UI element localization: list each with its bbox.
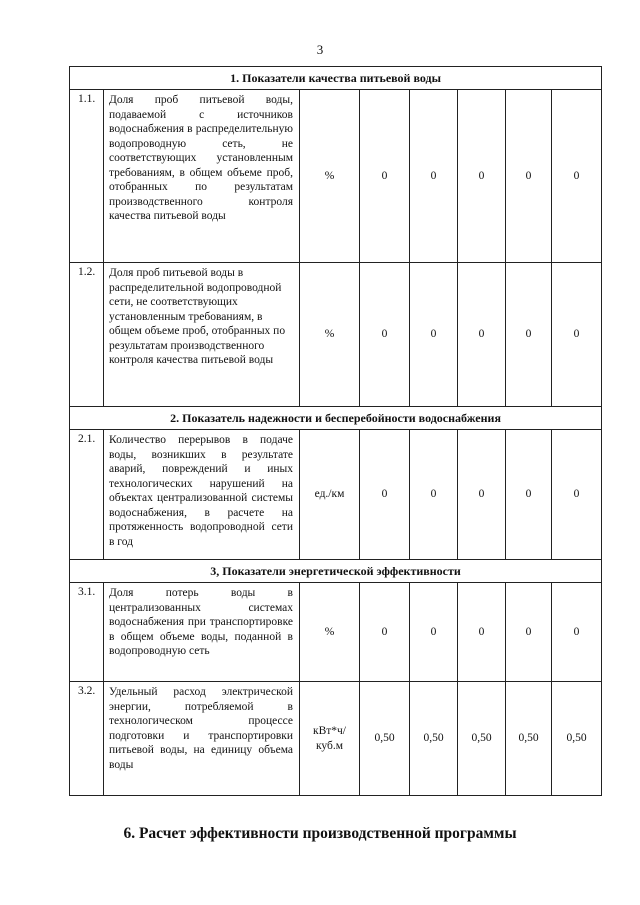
row-value: 0 bbox=[360, 263, 410, 407]
row-value: 0 bbox=[552, 583, 602, 682]
row-value: 0,50 bbox=[506, 682, 552, 796]
row-value: 0 bbox=[410, 263, 458, 407]
row-value: 0 bbox=[506, 263, 552, 407]
row-unit: кВт*ч/ куб.м bbox=[300, 682, 360, 796]
row-number: 2.1. bbox=[70, 430, 104, 560]
row-number: 1.1. bbox=[70, 90, 104, 263]
row-value: 0 bbox=[360, 90, 410, 263]
section-header-row bbox=[70, 67, 602, 90]
row-value: 0 bbox=[552, 90, 602, 263]
row-value: 0 bbox=[458, 90, 506, 263]
page-number: 3 bbox=[316, 42, 324, 57]
section-title: 1. Показатели качества питьевой воды bbox=[70, 67, 602, 90]
row-value: 0 bbox=[410, 90, 458, 263]
section-header-row bbox=[70, 560, 602, 583]
row-description: Доля проб питьевой воды, подаваемой с источников водоснабжения в распределительную водопроводную сеть, не соответствующих установленным требованиям, в общем объеме проб, отобранных по результатам производственного контроля качества питьевой воды bbox=[104, 90, 300, 263]
row-value: 0 bbox=[458, 263, 506, 407]
row-unit: % bbox=[300, 90, 360, 263]
section-title: 2. Показатель надежности и бесперебойности водоснабжения bbox=[70, 407, 602, 430]
row-value: 0 bbox=[552, 430, 602, 560]
row-number: 1.2. bbox=[70, 263, 104, 407]
row-description: Удельный расход электрической энергии, потребляемой в технологическом процессе подготовки и транспортировки питьевой воды, на единицу объема воды bbox=[104, 682, 300, 796]
row-value: 0,50 bbox=[552, 682, 602, 796]
row-description: Доля потерь воды в централизованных системах водоснабжения при транспортировке в общем объеме воды, поданной в водопроводную сеть bbox=[104, 583, 300, 682]
row-value: 0 bbox=[506, 90, 552, 263]
section-header-row bbox=[70, 407, 602, 430]
row-value: 0 bbox=[410, 430, 458, 560]
row-value: 0 bbox=[458, 430, 506, 560]
row-unit: ед./км bbox=[300, 430, 360, 560]
table-row bbox=[70, 583, 602, 682]
row-unit: % bbox=[300, 263, 360, 407]
row-value: 0,50 bbox=[458, 682, 506, 796]
row-unit: % bbox=[300, 583, 360, 682]
row-value: 0,50 bbox=[360, 682, 410, 796]
table-row bbox=[70, 682, 602, 796]
section-heading: 6. Расчет эффективности производственной программы bbox=[123, 825, 517, 842]
indicators-table bbox=[69, 66, 602, 796]
row-value: 0 bbox=[360, 583, 410, 682]
table-row bbox=[70, 90, 602, 263]
table-row bbox=[70, 430, 602, 560]
row-value: 0 bbox=[506, 583, 552, 682]
row-value: 0 bbox=[360, 430, 410, 560]
row-value: 0 bbox=[552, 263, 602, 407]
row-value: 0 bbox=[506, 430, 552, 560]
row-number: 3.2. bbox=[70, 682, 104, 796]
row-description: Доля проб питьевой воды в распределительной водопроводной сети, не соответствующих установленным требованиям, в общем объеме проб, отобранных по результатам производственного контроля качества питьевой воды bbox=[104, 263, 300, 407]
row-value: 0,50 bbox=[410, 682, 458, 796]
row-number: 3.1. bbox=[70, 583, 104, 682]
row-description: Количество перерывов в подаче воды, возникших в результате аварий, повреждений и иных технологических нарушений на объектах централизованной системы водоснабжения, в расчете на протяженность водопроводной сети в год bbox=[104, 430, 300, 560]
row-value: 0 bbox=[410, 583, 458, 682]
table-row bbox=[70, 263, 602, 407]
section-title: 3, Показатели энергетической эффективности bbox=[70, 560, 602, 583]
row-value: 0 bbox=[458, 583, 506, 682]
